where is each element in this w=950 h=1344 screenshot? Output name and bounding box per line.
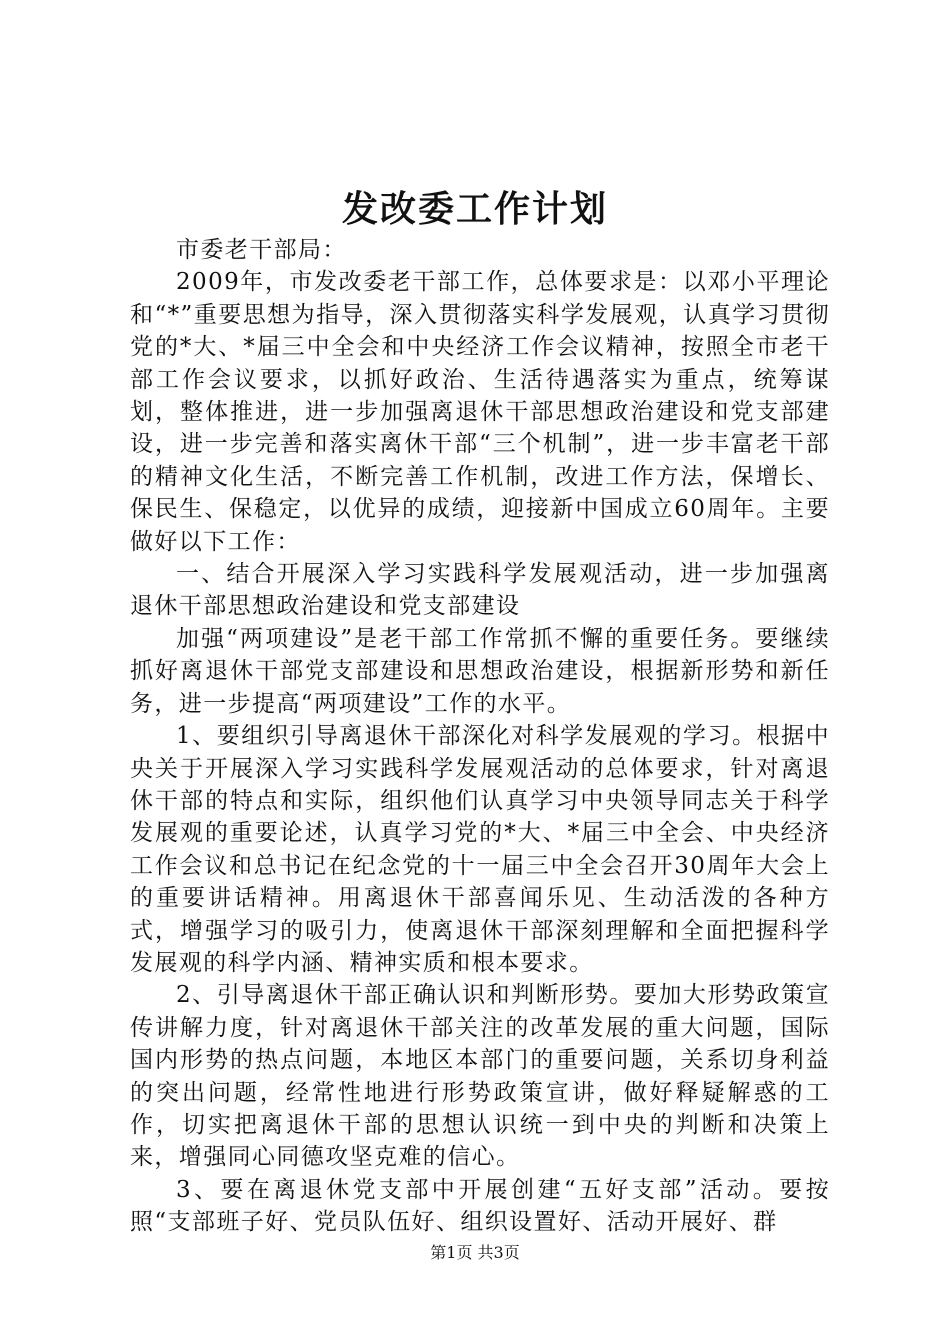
salutation: 市委老干部局： [176,237,347,263]
section-heading-1: 一、结合开展深入学习实践科学发展观活动，进一步加强离退休干部思想政治建设和党支部建设 [130,561,830,620]
paragraph-intro: 2009年，市发改委老干部工作，总体要求是：以邓小平理论和“*”重要思想为指导，深入贯彻落实科学发展观，认真学习贯彻党的*大、*届三中全会和中央经济工作会议精神，按照全市老干部工作会议要求，以抓好政治、生活待遇落实为重点，统筹谋划，整体推进，进一步加强离退休干部思想政治建设和党支部建设，进一步完善和落实离休干部“三个机制”，进一步丰富老干部的精神文化生活，不断完善工作机制，改进工作方法，保增长、保民生、保稳定，以优异的成绩，迎接新中国成立60周年。主要做好以下工作： [130,269,830,555]
paragraph-two-projects: 加强“两项建设”是老干部工作常抓不懈的重要任务。要继续抓好离退休干部党支部建设和思想政治建设，根据新形势和新任务，进一步提高“两项建设”工作的水平。 [130,625,830,717]
paragraph-item-1: 1、要组织引导离退休干部深化对科学发展观的学习。根据中央关于开展深入学习实践科学发展观活动的总体要求，针对离退休干部的特点和实际，组织他们认真学习中央领导同志关于科学发展观的重要论述，认真学习党的*大、*届三中全会、中央经济工作会议和总书记在纪念党的十一届三中全会召开30周年大会上的重要讲话精神。用离退休干部喜闻乐见、生动活泼的各种方式，增强学习的吸引力，使离退休干部深刻理解和全面把握科学发展观的科学内涵、精神实质和根本要求。 [130,723,830,976]
page-footer: 第1页 共3页 [430,1243,520,1262]
paragraph-item-2: 2、引导离退休干部正确认识和判断形势。要加大形势政策宣传讲解力度，针对离退休干部关注的改革发展的重大问题，国际国内形势的热点问题，本地区本部门的重要问题，关系切身利益的突出问题，经常性地进行形势政策宣讲，做好释疑解惑的工作，切实把离退休干部的思想认识统一到中央的判断和决策上来，增强同心同德攻坚克难的信心。 [130,982,830,1171]
paragraph-item-3: 3、要在离退休党支部中开展创建“五好支部”活动。要按照“支部班子好、党员队伍好、组织设置好、活动开展好、群 [130,1176,830,1236]
document-body [130,234,830,1239]
document-title: 发改委工作计划 [341,188,608,230]
